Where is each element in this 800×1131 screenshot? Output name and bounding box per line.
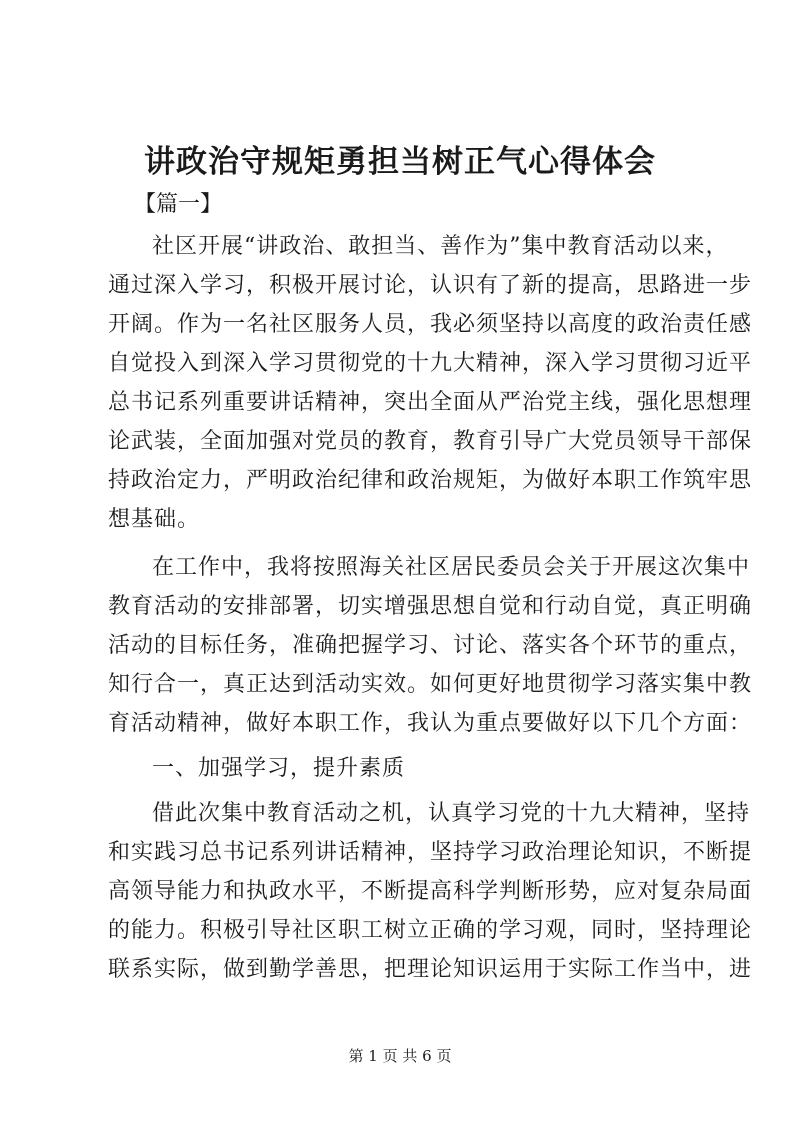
page-footer: 第 1 页 共 6 页 <box>348 1047 452 1065</box>
paragraph-line: 知行合一，真正达到活动实效。如何更好地贯彻学习落实集中教 <box>108 672 753 697</box>
paragraph-line: 教育活动的安排部署，切实增强思想自觉和行动自觉，真正明确 <box>108 594 753 619</box>
paragraph-line: 总书记系列重要讲话精神，突出全面从严治党主线，强化思想理 <box>108 390 753 415</box>
paragraph-line: 开阔。作为一名社区服务人员，我必须坚持以高度的政治责任感 <box>108 312 753 337</box>
paragraph-line: 想基础。 <box>108 507 201 532</box>
paragraph-line: 通过深入学习，积极开展讨论，认识有了新的提高，思路进一步 <box>108 273 753 298</box>
paragraph-line: 联系实际，做到勤学善思，把理论知识运用于实际工作当中，进 <box>108 957 753 982</box>
paragraph-line: 在工作中，我将按照海关社区居民委员会关于开展这次集中 <box>152 555 751 580</box>
section-label: 【篇一】 <box>134 192 223 217</box>
paragraph-line: 育活动精神，做好本职工作，我认为重点要做好以下几个方面： <box>108 711 753 736</box>
paragraph-line: 和实践习总书记系列讲话精神，坚持学习政治理论知识，不断提 <box>108 840 753 865</box>
paragraph-line: 的能力。积极引导社区职工树立正确的学习观，同时，坚持理论 <box>108 918 753 943</box>
document-title: 讲政治守规矩勇担当树正气心得体会 <box>144 144 656 180</box>
paragraph-line: 高领导能力和执政水平，不断提高科学判断形势，应对复杂局面 <box>108 879 753 904</box>
paragraph-line: 社区开展“讲政治、敢担当、善作为”集中教育活动以来， <box>152 234 729 259</box>
paragraph-line: 活动的目标任务，准确把握学习、讨论、落实各个环节的重点， <box>108 633 753 658</box>
paragraph-line: 借此次集中教育活动之机，认真学习党的十九大精神，坚持 <box>152 801 751 826</box>
paragraph-line: 自觉投入到深入学习贯彻党的十九大精神，深入学习贯彻习近平 <box>108 351 753 376</box>
section-heading: 一、加强学习，提升素质 <box>152 756 406 781</box>
paragraph-line: 持政治定力，严明政治纪律和政治规矩，为做好本职工作筑牢思 <box>108 468 753 493</box>
paragraph-line: 论武装，全面加强对党员的教育，教育引导广大党员领导干部保 <box>108 429 753 454</box>
